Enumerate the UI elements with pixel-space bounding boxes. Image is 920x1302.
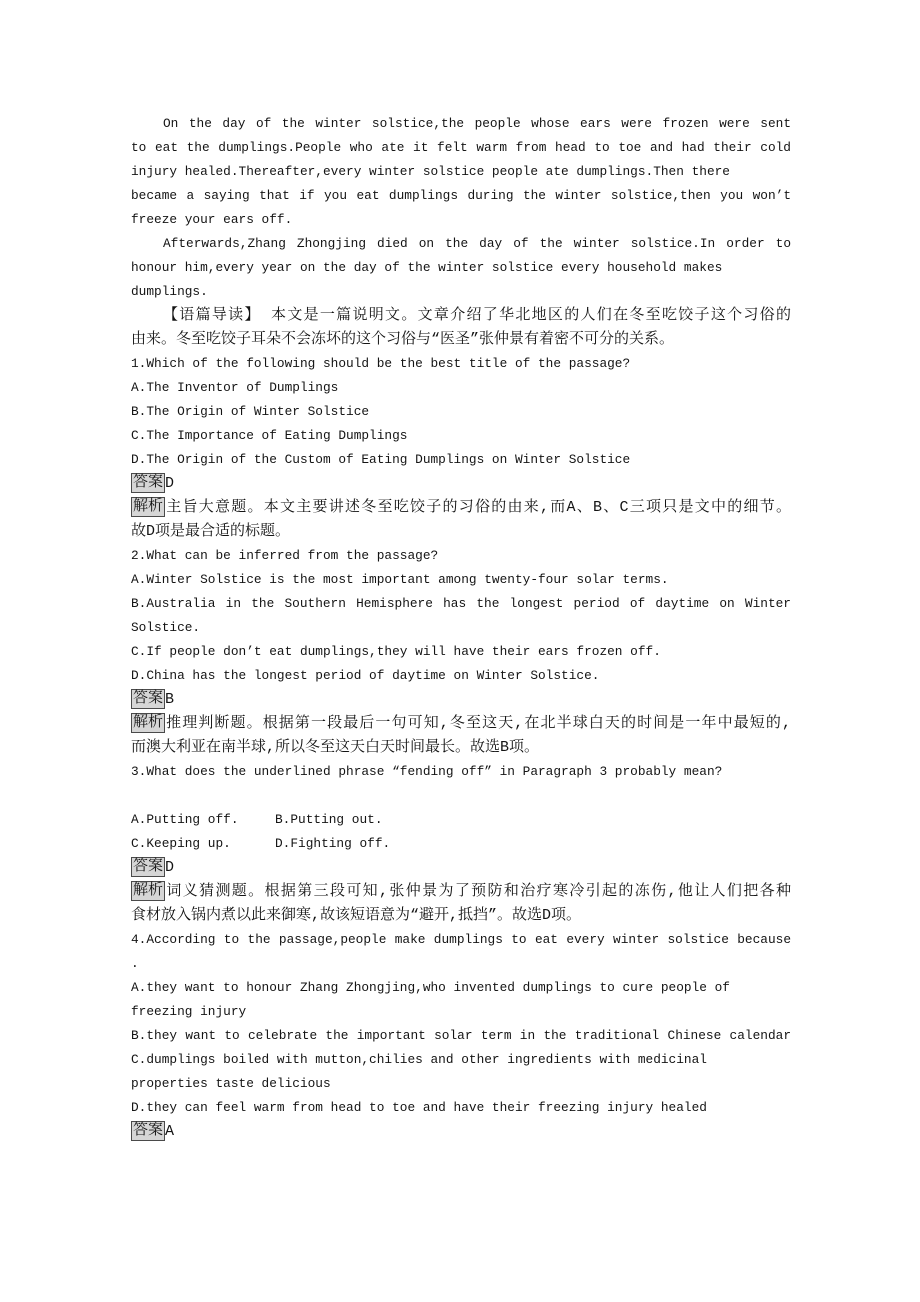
question-stem: 3.What does the underlined phrase “fending off” in Paragraph 3 probably mean? — [131, 764, 723, 779]
analysis-line: 食材放入锅内煮以此来御寒,故该短语意为“避开,抵挡”。故选D项。 — [131, 907, 582, 924]
option-a: A.Winter Solstice is the most important among twenty-four solar terms. — [131, 572, 669, 587]
analysis-line: 故D项是最合适的标题。 — [131, 523, 291, 540]
option-c: C.Keeping up. — [131, 836, 231, 851]
answer-label: 答案 — [133, 1122, 164, 1139]
passage-line: injury healed.Thereafter,every winter solstice people ate dumplings.Then there — [131, 164, 730, 179]
option-b: B.Putting out. — [275, 812, 383, 827]
answer-line — [131, 856, 791, 880]
option-d: D.Fighting off. — [275, 836, 391, 851]
passage-line: On the day of the winter solstice,the people whose ears were frozen were sent — [163, 116, 791, 131]
passage-line: dumplings. — [131, 284, 208, 299]
option-a: A.Putting off. — [131, 812, 239, 827]
option-b: B.Australia in the Southern Hemisphere has the longest period of daytime on Winter — [131, 596, 791, 611]
analysis-line — [131, 496, 791, 520]
answer-value: D — [165, 859, 175, 876]
answer-line — [131, 472, 791, 496]
analysis-text: 推理判断题。根据第一段最后一句可知,冬至这天,在北半球白天的时间是一年中最短的, — [165, 715, 791, 732]
option-b: B.they want to celebrate the important solar term in the traditional Chinese calendar — [131, 1028, 791, 1043]
answer-label: 答案 — [133, 690, 164, 707]
option-a-continued: freezing injury — [131, 1004, 247, 1019]
option-c: C.The Importance of Eating Dumplings — [131, 428, 408, 443]
answer-value: D — [165, 475, 175, 492]
option-b: B.The Origin of Winter Solstice — [131, 404, 370, 419]
blank-line — [131, 784, 791, 808]
answer-value: B — [165, 691, 175, 708]
analysis-label: 解析 — [133, 498, 164, 515]
answer-value: A — [165, 1123, 175, 1140]
answer-line — [131, 1120, 791, 1144]
answer-line — [131, 688, 791, 712]
reading-guide-line — [131, 304, 791, 328]
answer-label: 答案 — [133, 474, 164, 491]
analysis-line — [131, 712, 791, 736]
option-a: A.The Inventor of Dumplings — [131, 380, 339, 395]
option-c: C.dumplings boiled with mutton,chilies and other ingredients with medicinal — [131, 1052, 707, 1067]
question-stem: 2.What can be inferred from the passage? — [131, 548, 439, 563]
question-stem: 1.Which of the following should be the best title of the passage? — [131, 356, 631, 371]
reading-guide-line: 由来。冬至吃饺子耳朵不会冻坏的这个习俗与“医圣”张仲景有着密不可分的关系。 — [131, 331, 675, 348]
option-d: D.they can feel warm from head to toe and have their freezing injury healed — [131, 1100, 707, 1115]
passage-line: became a saying that if you eat dumplings during the winter solstice,then you won’t — [131, 188, 791, 203]
passage-line: honour him,every year on the day of the winter solstice every household makes — [131, 260, 723, 275]
question-stem: 4.According to the passage,people make dumplings to eat every winter solstice because — [131, 932, 791, 947]
passage-line: Afterwards,Zhang Zhongjing died on the day of the winter solstice.In order to — [163, 236, 791, 251]
option-a: A.they want to honour Zhang Zhongjing,who invented dumplings to cure people of — [131, 980, 730, 995]
options-row — [131, 808, 791, 832]
option-d: D.The Origin of the Custom of Eating Dumplings on Winter Solstice — [131, 452, 631, 467]
analysis-text: 词义猜测题。根据第三段可知,张仲景为了预防和治疗寒冷引起的冻伤,他让人们把各种 — [165, 883, 791, 900]
passage-line: to eat the dumplings.People who ate it felt warm from head to toe and had their cold — [131, 140, 791, 155]
options-row — [131, 832, 791, 856]
analysis-text: 主旨大意题。本文主要讲述冬至吃饺子的习俗的由来,而A、B、C三项只是文中的细节。 — [165, 499, 791, 516]
document-body — [131, 112, 791, 1144]
analysis-label: 解析 — [133, 882, 164, 899]
passage-line: freeze your ears off. — [131, 212, 293, 227]
reading-guide-text: 本文是一篇说明文。文章介绍了华北地区的人们在冬至吃饺子这个习俗的 — [271, 307, 791, 324]
analysis-line — [131, 880, 791, 904]
option-c: C.If people don’t eat dumplings,they will have their ears frozen off. — [131, 644, 661, 659]
reading-guide-label: 【语篇导读】 — [163, 307, 261, 324]
option-c-continued: properties taste delicious — [131, 1076, 331, 1091]
analysis-label: 解析 — [133, 714, 164, 731]
answer-label: 答案 — [133, 858, 164, 875]
option-b-continued: Solstice. — [131, 620, 201, 635]
question-stem-continued: . — [131, 956, 139, 971]
option-d: D.China has the longest period of daytime on Winter Solstice. — [131, 668, 600, 683]
analysis-line: 而澳大利亚在南半球,所以冬至这天白天时间最长。故选B项。 — [131, 739, 540, 756]
